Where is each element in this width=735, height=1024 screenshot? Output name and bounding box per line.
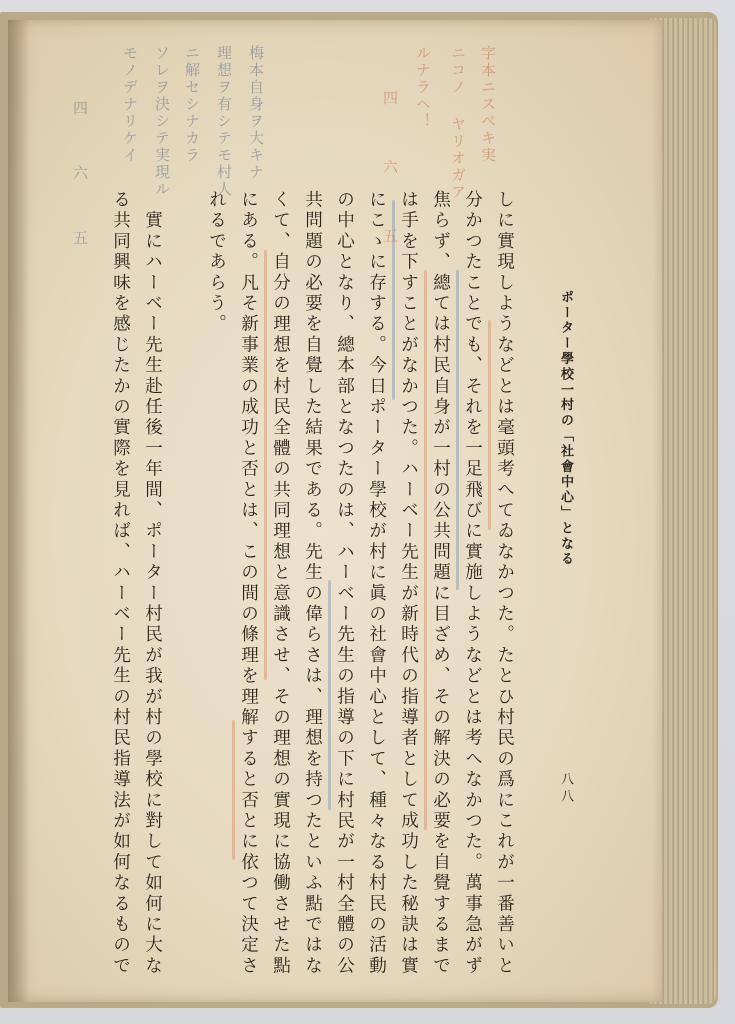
highlight-mark — [456, 270, 459, 590]
body-column-7: 共問題の必要を自覺した結果である。先生の偉らさは、理想を持つたといふ點ではな — [302, 190, 323, 977]
highlight-mark — [232, 720, 235, 860]
page-number: 八八 — [558, 772, 573, 806]
handwritten-note: 字本ニスベキ実 — [479, 45, 497, 164]
handwritten-note: モノデナリケイ — [121, 45, 139, 164]
body-column-1: しに實現しようなどとは毫頭考へてゐなかつた。たとひ村民の爲にこれが一番善いと — [494, 190, 515, 977]
handwritten-note: ルナラヘ！ — [414, 45, 432, 130]
running-head: ポーター學校一村の「社會中心」となる — [558, 290, 573, 568]
handwritten-note: 四 六 五 — [381, 90, 399, 261]
spine-shadow — [8, 20, 30, 1002]
handwritten-note: 理想ヲ有シテモ村人 — [215, 45, 233, 198]
body-column-3: 焦らず、總ては村民自身が一村の公共問題に目ざめ、その解決の必要を自覺するまで — [430, 190, 451, 977]
body-column-11: 實にハーベー先生赴任後一年間、ポーター村民が我が村の學校に對して如何に大な — [142, 190, 163, 977]
handwritten-note: 梅本自身ヲ大キナ — [247, 45, 265, 181]
body-column-6: の中心となり、總本部となつたのは、ハーベー先生の指導の下に村民が一村全體の公 — [334, 190, 355, 977]
handwritten-note: ニ解セシナカラ — [183, 45, 201, 164]
handwritten-note: 四 六 五 — [71, 100, 89, 261]
handwritten-note: ソレヲ決シテ実現ル — [153, 45, 171, 198]
body-column-8: くて、自分の理想を村民全體の共同理想と意識させ、その理想の實現に協働させた點 — [270, 190, 291, 977]
body-column-10: れるであらう。 — [206, 190, 227, 335]
highlight-mark — [424, 270, 427, 830]
body-column-12: る共同興味を感じたかの實際を見れば、ハーベー先生の村民指導法が如何なるもので — [110, 190, 131, 977]
highlight-mark — [328, 580, 331, 810]
handwritten-note: ニコノ ヤリオガア — [449, 45, 467, 201]
highlight-mark — [264, 250, 267, 680]
highlight-mark — [488, 320, 491, 530]
body-column-5: にこゝに存する。今日ポーター學校が村に眞の社會中心として、種々なる村民の活動 — [366, 190, 387, 977]
body-column-4: は手を下すことがなかつた。ハーベー先生が新時代の指導者として成功した秘訣は實 — [398, 190, 419, 977]
body-column-9: にある。凡そ新事業の成功と否とは、この間の條理を理解すると否とに依つて決定さ — [238, 190, 259, 977]
body-column-2: 分かつたことでも、それを一足飛びに實施しようなどとは考へなかつた。萬事急がず — [462, 190, 483, 977]
book-page — [8, 20, 662, 1002]
